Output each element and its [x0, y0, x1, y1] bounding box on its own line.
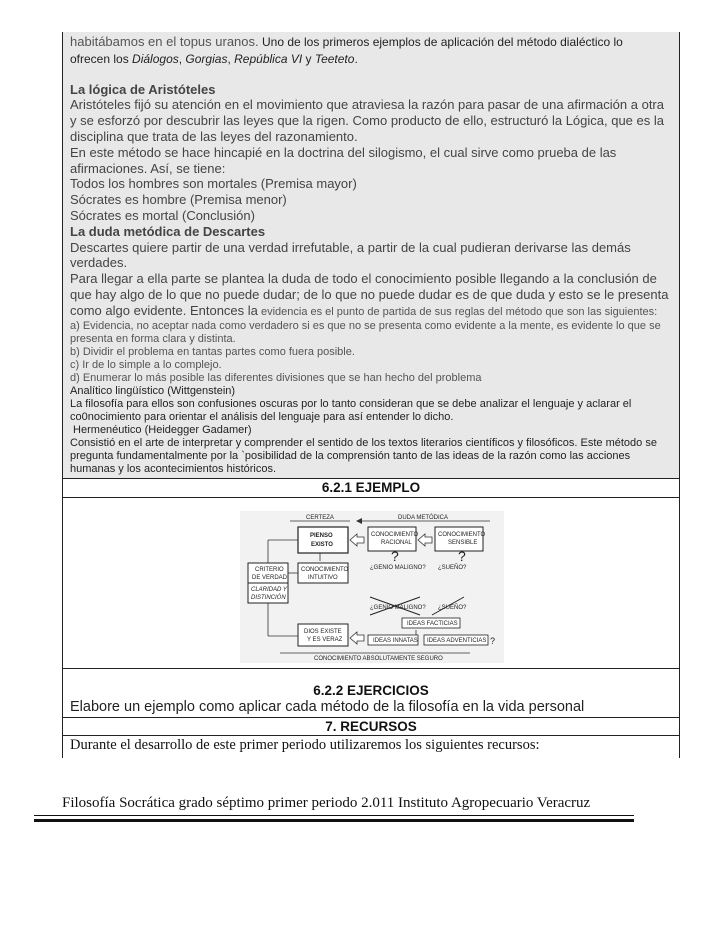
descartes-title: La duda metódica de Descartes	[70, 223, 266, 239]
label-ideas-adventicias: IDEAS ADVENTICIAS	[427, 637, 487, 644]
label-intuitivo-1: CONOCIMIENTO	[301, 566, 349, 573]
label-criterio-1: CRITERIO	[255, 566, 284, 573]
rule-b: b) Dividir el problema en tantas partes como fuera posible.	[70, 345, 355, 358]
descartes-p2-tail: evidencia es el punto de partida de sus reglas del método que son las siguientes:	[257, 305, 658, 318]
intro-paragraph	[70, 34, 673, 68]
syllogism-major: Todos los hombres son mortales (Premisa mayor)	[70, 176, 357, 192]
rule-c: c) Ir de lo simple a lo complejo.	[70, 358, 222, 371]
recursos-text: Durante el desarrollo de este primer periodo utilizaremos los siguientes recursos:	[70, 736, 540, 753]
label-genio-maligno-2: ¿GENIO MALIGNO?	[370, 604, 426, 611]
label-existo: EXISTO	[311, 541, 333, 548]
hermeneutico-title: Hermenéutico (Heidegger Gadamer)	[70, 423, 252, 436]
label-claridad-1: CLARIDAD Y	[251, 586, 287, 593]
content-table	[62, 32, 680, 758]
rule-a: a) Evidencia, no aceptar nada como verdadero si es que no se presenta como evidente a la mente, es evidente lo que se presenta en forma clara y distinta.	[70, 319, 661, 345]
descartes-doubt-diagram	[240, 511, 504, 663]
label-intuitivo-2: INTUITIVO	[308, 574, 338, 581]
rule-d: d) Enumerar lo más posible las diferentes divisiones que se han hecho del problema	[70, 371, 482, 384]
footer-rule-thick	[34, 819, 634, 822]
intro-line1b: Uno de los primeros ejemplos de aplicación del método dialéctico lo	[258, 35, 623, 49]
aristoteles-p2: En este método se hace hincapié en la doctrina del silogismo, el cual sirve como prueba de las afirmaciones. Así, se tiene:	[70, 144, 617, 176]
label-pienso: PIENSO	[310, 532, 333, 539]
analitico-p: La filosofía para ellos son confusiones oscuras por lo tanto consideran que se debe analizar el lenguaje y aclarar el co0nocimiento para orientar el análisis del lenguaje para así entender lo dicho.	[70, 397, 632, 423]
analitico-title: Analítico lingüístico (Wittgenstein)	[70, 384, 236, 397]
syllogism-minor: Sócrates es hombre (Premisa menor)	[70, 192, 287, 208]
descartes-p2-main: Para llegar a ella parte se plantea la duda de todo el conocimiento posible llegando a la conclusión de que hay algo de lo que no puede dudar; de lo que no puede dudar es de que duda y esto se le presenta como algo evidente. Entonces la	[70, 271, 669, 318]
label-conocimiento-racional-1: CONOCIMIENTO	[371, 531, 419, 538]
label-ideas-facticias: IDEAS FACTICIAS	[407, 620, 458, 627]
descartes-p2	[70, 271, 673, 319]
philosophy-methods-section	[63, 32, 679, 478]
label-dios-1: DIOS EXISTE	[304, 628, 342, 635]
period: .	[354, 51, 358, 66]
question-mark-2: ?	[458, 547, 466, 564]
ejercicios-text: Elabore un ejemplo como aplicar cada método de la filosofía en la vida personal	[70, 698, 585, 715]
label-sueno-2: ¿SUEÑO?	[438, 604, 467, 611]
work-teeteto: Teeteto	[314, 51, 355, 66]
label-conocimiento-racional-2: RACIONAL	[381, 539, 412, 546]
descartes-p1: Descartes quiere partir de una verdad irrefutable, a partir de la cual pudieran derivarse las demás verdades.	[70, 239, 631, 271]
ejercicios-spacer	[63, 669, 679, 683]
intro-line2a: ofrecen los	[70, 51, 133, 66]
label-conocimiento-sensible-1: CONOCIMIENTO	[438, 531, 486, 538]
page-footer: Filosofía Socrática grado séptimo primer periodo 2.011 Instituto Agropecuario Veracruz	[62, 795, 591, 811]
work-republica: República VI	[234, 51, 303, 66]
sep: ,	[227, 51, 235, 66]
intro-line1a: habitábamos en el topus uranos.	[70, 34, 259, 49]
label-certeza: CERTEZA	[306, 514, 334, 521]
recursos-heading: 7. RECURSOS	[325, 718, 417, 734]
work-dialogos: Diálogos	[132, 51, 179, 66]
label-conocimiento-sensible-2: SENSIBLE	[448, 539, 478, 546]
sep: ,	[178, 51, 186, 66]
label-conocimiento-absoluto: CONOCIMIENTO ABSOLUTAMENTE SEGURO	[314, 655, 443, 662]
aristoteles-p1: Aristóteles fijó su atención en el movimiento que atraviesa la razón para pasar de una afirmación a otra y se esforzó por descubrir las leyes que la rigen. Como producto de ello, estructuró la Lógica, que es la disciplina que trata de las leyes del razonamiento.	[70, 97, 664, 144]
sep: y	[302, 51, 315, 66]
question-mark-3: ?	[490, 635, 496, 646]
footer-rule-thin	[34, 815, 634, 816]
aristoteles-title: La lógica de Aristóteles	[70, 81, 216, 97]
hermeneutico-p: Consistió en el arte de interpretar y comprender el sentido de los textos literarios científicos y filosóficos. Este método se pregunta fundamentalmente por la `posibilidad de la comprensión tanto de las ideas de la razón como las acciones humanas y los acontecimientos históricos.	[70, 436, 657, 475]
ejercicios-heading: 6.2.2 EJERCICIOS	[313, 682, 429, 698]
work-gorgias: Gorgias	[185, 51, 228, 66]
ejemplo-heading: 6.2.1 EJEMPLO	[321, 479, 421, 495]
label-genio-maligno-1: ¿GENIO MALIGNO?	[370, 564, 426, 571]
question-mark-1: ?	[391, 547, 399, 564]
label-dios-2: Y ES VERAZ	[307, 636, 343, 643]
syllogism-conclusion: Sócrates es mortal (Conclusión)	[70, 207, 255, 223]
label-sueno-1: ¿SUEÑO?	[438, 564, 467, 571]
label-claridad-2: DISTINCIÓN	[251, 594, 286, 601]
label-duda-metodica: DUDA METÓDICA	[398, 514, 449, 521]
ejemplo-cell	[63, 498, 679, 668]
label-criterio-2: DE VERDAD	[252, 574, 288, 581]
label-ideas-innatas: IDEAS INNATAS	[373, 637, 418, 644]
